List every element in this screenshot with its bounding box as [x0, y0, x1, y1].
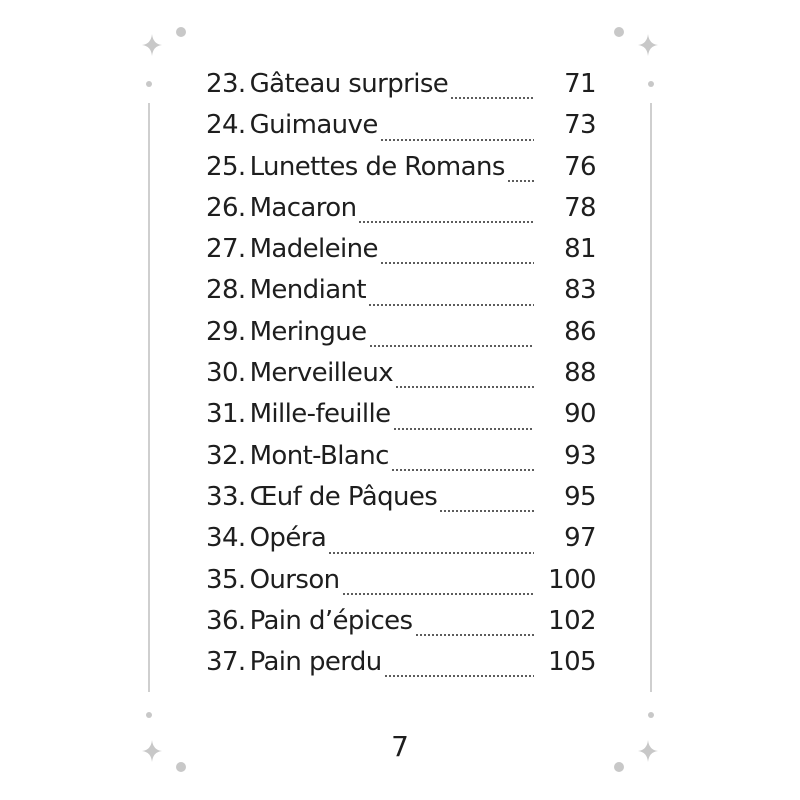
entry-page: 73 [564, 110, 596, 141]
entry-number: 27. [206, 234, 246, 265]
dot-icon [146, 81, 152, 87]
entry-page: 88 [564, 358, 596, 389]
entry-page: 105 [548, 647, 596, 678]
entry-title: Opéra [249, 523, 327, 554]
entry-page: 97 [564, 523, 596, 554]
dot-leader [369, 343, 534, 349]
dot-icon [146, 712, 152, 718]
toc-entry [206, 358, 596, 399]
entry-title: Lunettes de Romans [249, 151, 505, 182]
toc-entry [206, 317, 596, 358]
toc-entry [206, 482, 596, 523]
entry-page: 90 [564, 399, 596, 430]
toc-entry [206, 193, 596, 234]
dot-leader [384, 673, 534, 679]
dot-leader [380, 137, 534, 143]
entry-page: 102 [548, 605, 596, 636]
entry-number: 23. [206, 69, 246, 99]
entry-number: 24. [206, 110, 246, 141]
dot-leader [507, 178, 534, 184]
toc-entry [206, 69, 596, 110]
entry-page: 95 [564, 481, 596, 512]
entry-title: Pain d’épices [249, 605, 413, 636]
entry-title: Guimauve [249, 110, 378, 141]
entry-number: 37. [206, 647, 246, 678]
entry-page: 81 [564, 234, 596, 265]
entry-page: 71 [564, 69, 596, 99]
dot-leader [380, 260, 534, 266]
dot-leader [393, 426, 534, 432]
entry-number: 35. [206, 564, 246, 595]
dot-icon [176, 762, 186, 772]
dot-icon [614, 762, 624, 772]
entry-number: 26. [206, 192, 246, 223]
entry-number: 31. [206, 399, 246, 430]
entry-number: 25. [206, 151, 246, 182]
entry-page: 78 [564, 192, 596, 223]
dot-leader [395, 384, 534, 390]
entry-title: Œuf de Pâques [249, 481, 438, 512]
entry-title: Macaron [249, 192, 357, 223]
entry-number: 36. [206, 605, 246, 636]
toc-entry [206, 234, 596, 275]
entry-page: 86 [564, 316, 596, 347]
dot-leader [342, 591, 534, 597]
entry-page: 100 [548, 564, 596, 595]
dot-icon [648, 712, 654, 718]
entry-title: Gâteau surprise [249, 69, 449, 99]
toc-entry [206, 110, 596, 151]
entry-number: 32. [206, 440, 246, 471]
dot-leader [368, 302, 534, 308]
entry-title: Meringue [249, 316, 367, 347]
dot-icon [614, 27, 624, 37]
toc-entry [206, 275, 596, 316]
entry-title: Mont-Blanc [249, 440, 389, 471]
dot-leader [439, 508, 534, 514]
dot-leader [358, 219, 534, 225]
dot-leader [415, 632, 534, 638]
entry-number: 33. [206, 481, 246, 512]
dot-icon [176, 27, 186, 37]
dot-icon [648, 81, 654, 87]
sparkle-icon [142, 740, 162, 762]
entry-page: 76 [564, 151, 596, 182]
toc-entry [206, 565, 596, 606]
entry-number: 28. [206, 275, 246, 306]
sparkle-icon [142, 34, 162, 56]
entry-title: Merveilleux [249, 358, 393, 389]
entry-title: Pain perdu [249, 647, 382, 678]
sparkle-icon [638, 34, 658, 56]
dot-leader [391, 467, 534, 473]
toc-entry [206, 647, 596, 688]
toc-entry [206, 441, 596, 482]
dot-leader [450, 95, 534, 101]
entry-number: 29. [206, 316, 246, 347]
table-of-contents [206, 69, 596, 688]
toc-entry [206, 152, 596, 193]
entry-title: Ourson [249, 564, 340, 595]
entry-page: 83 [564, 275, 596, 306]
sparkle-icon [638, 740, 658, 762]
entry-title: Madeleine [249, 234, 378, 265]
entry-title: Mendiant [249, 275, 367, 306]
page-number: 7 [391, 730, 409, 763]
toc-entry [206, 399, 596, 440]
entry-number: 30. [206, 358, 246, 389]
entry-page: 93 [564, 440, 596, 471]
toc-entry [206, 523, 596, 564]
toc-entry [206, 606, 596, 647]
dot-leader [328, 550, 534, 556]
entry-title: Mille-feuille [249, 399, 391, 430]
entry-number: 34. [206, 523, 246, 554]
